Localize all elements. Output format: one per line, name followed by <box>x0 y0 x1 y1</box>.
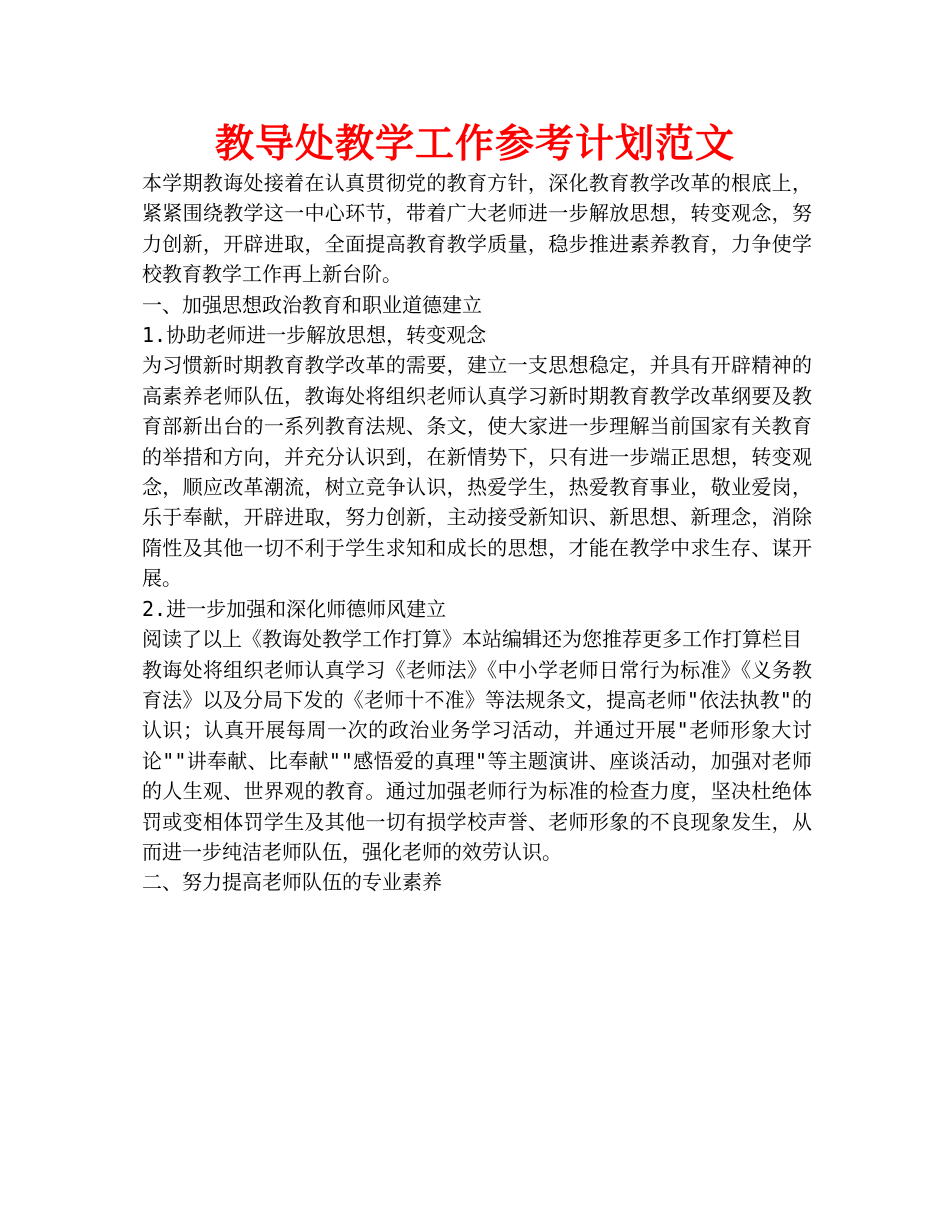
document-body <box>142 168 812 898</box>
paragraph-1-2: 教诲处将组织老师认真学习《老师法》《中小学老师日常行为标准》《义务教育法》以及分局下发的《老师十不准》等法规条文，提高老师"依法执教"的认识；认真开展每周一次的政治业务学习活动，并通过开展"老师形象大讨论""讲奉献、比奉献""感悟爱的真理"等主题演讲、座谈活动，加强对老师的人生观、世界观的教育。通过加强老师行为标准的检查力度，坚决杜绝体罚或变相体罚学生及其他一切有损学校声誉、老师形象的不良现象发生，从而进一步纯洁老师队伍，强化老师的效劳认识。 <box>142 657 812 864</box>
section-heading-2: 二、努力提高老师队伍的专业素养 <box>142 870 442 895</box>
paragraph-1-1: 为习惯新时期教育教学改革的需要，建立一支思想稳定，并具有开辟精神的高素养老师队伍，教诲处将组织老师认真学习新时期教育教学改革纲要及教育部新出台的一系列教育法规、条文，使大家进一步理解当前国家有关教育的举措和方向，并充分认识到，在新情势下，只有进一步端正思想，转变观念，顺应改革潮流，树立竞争认识，热爱学生，热爱教育事业，敬业爱岗，乐于奉献，开辟进取，努力创新，主动接受新知识、新思想、新理念，消除隋性及其他一切不利于学生求知和成长的思想，才能在教学中求生存、谋开展。 <box>142 353 812 591</box>
subsection-heading-1-2: 2.进一步加强和深化师德师风建立 <box>142 596 447 621</box>
document-title: 教导处教学工作参考计划范文 <box>214 121 735 167</box>
subsection-heading-1-1: 1.协助老师进一步解放思想，转变观念 <box>142 323 487 348</box>
paragraph-intro: 本学期教诲处接着在认真贯彻党的教育方针，深化教育教学改革的根底上，紧紧围绕教学这一中心环节，带着广大老师进一步解放思想，转变观念，努力创新，开辟进取，全面提高教育教学质量，稳步推进素养教育，力争使学校教育教学工作再上新台阶。 <box>142 171 812 287</box>
section-heading-1: 一、加强思想政治教育和职业道德建立 <box>142 292 482 317</box>
paragraph-recommendation: 阅读了以上《教诲处教学工作打算》本站编辑还为您推荐更多工作打算栏目 <box>142 627 802 652</box>
